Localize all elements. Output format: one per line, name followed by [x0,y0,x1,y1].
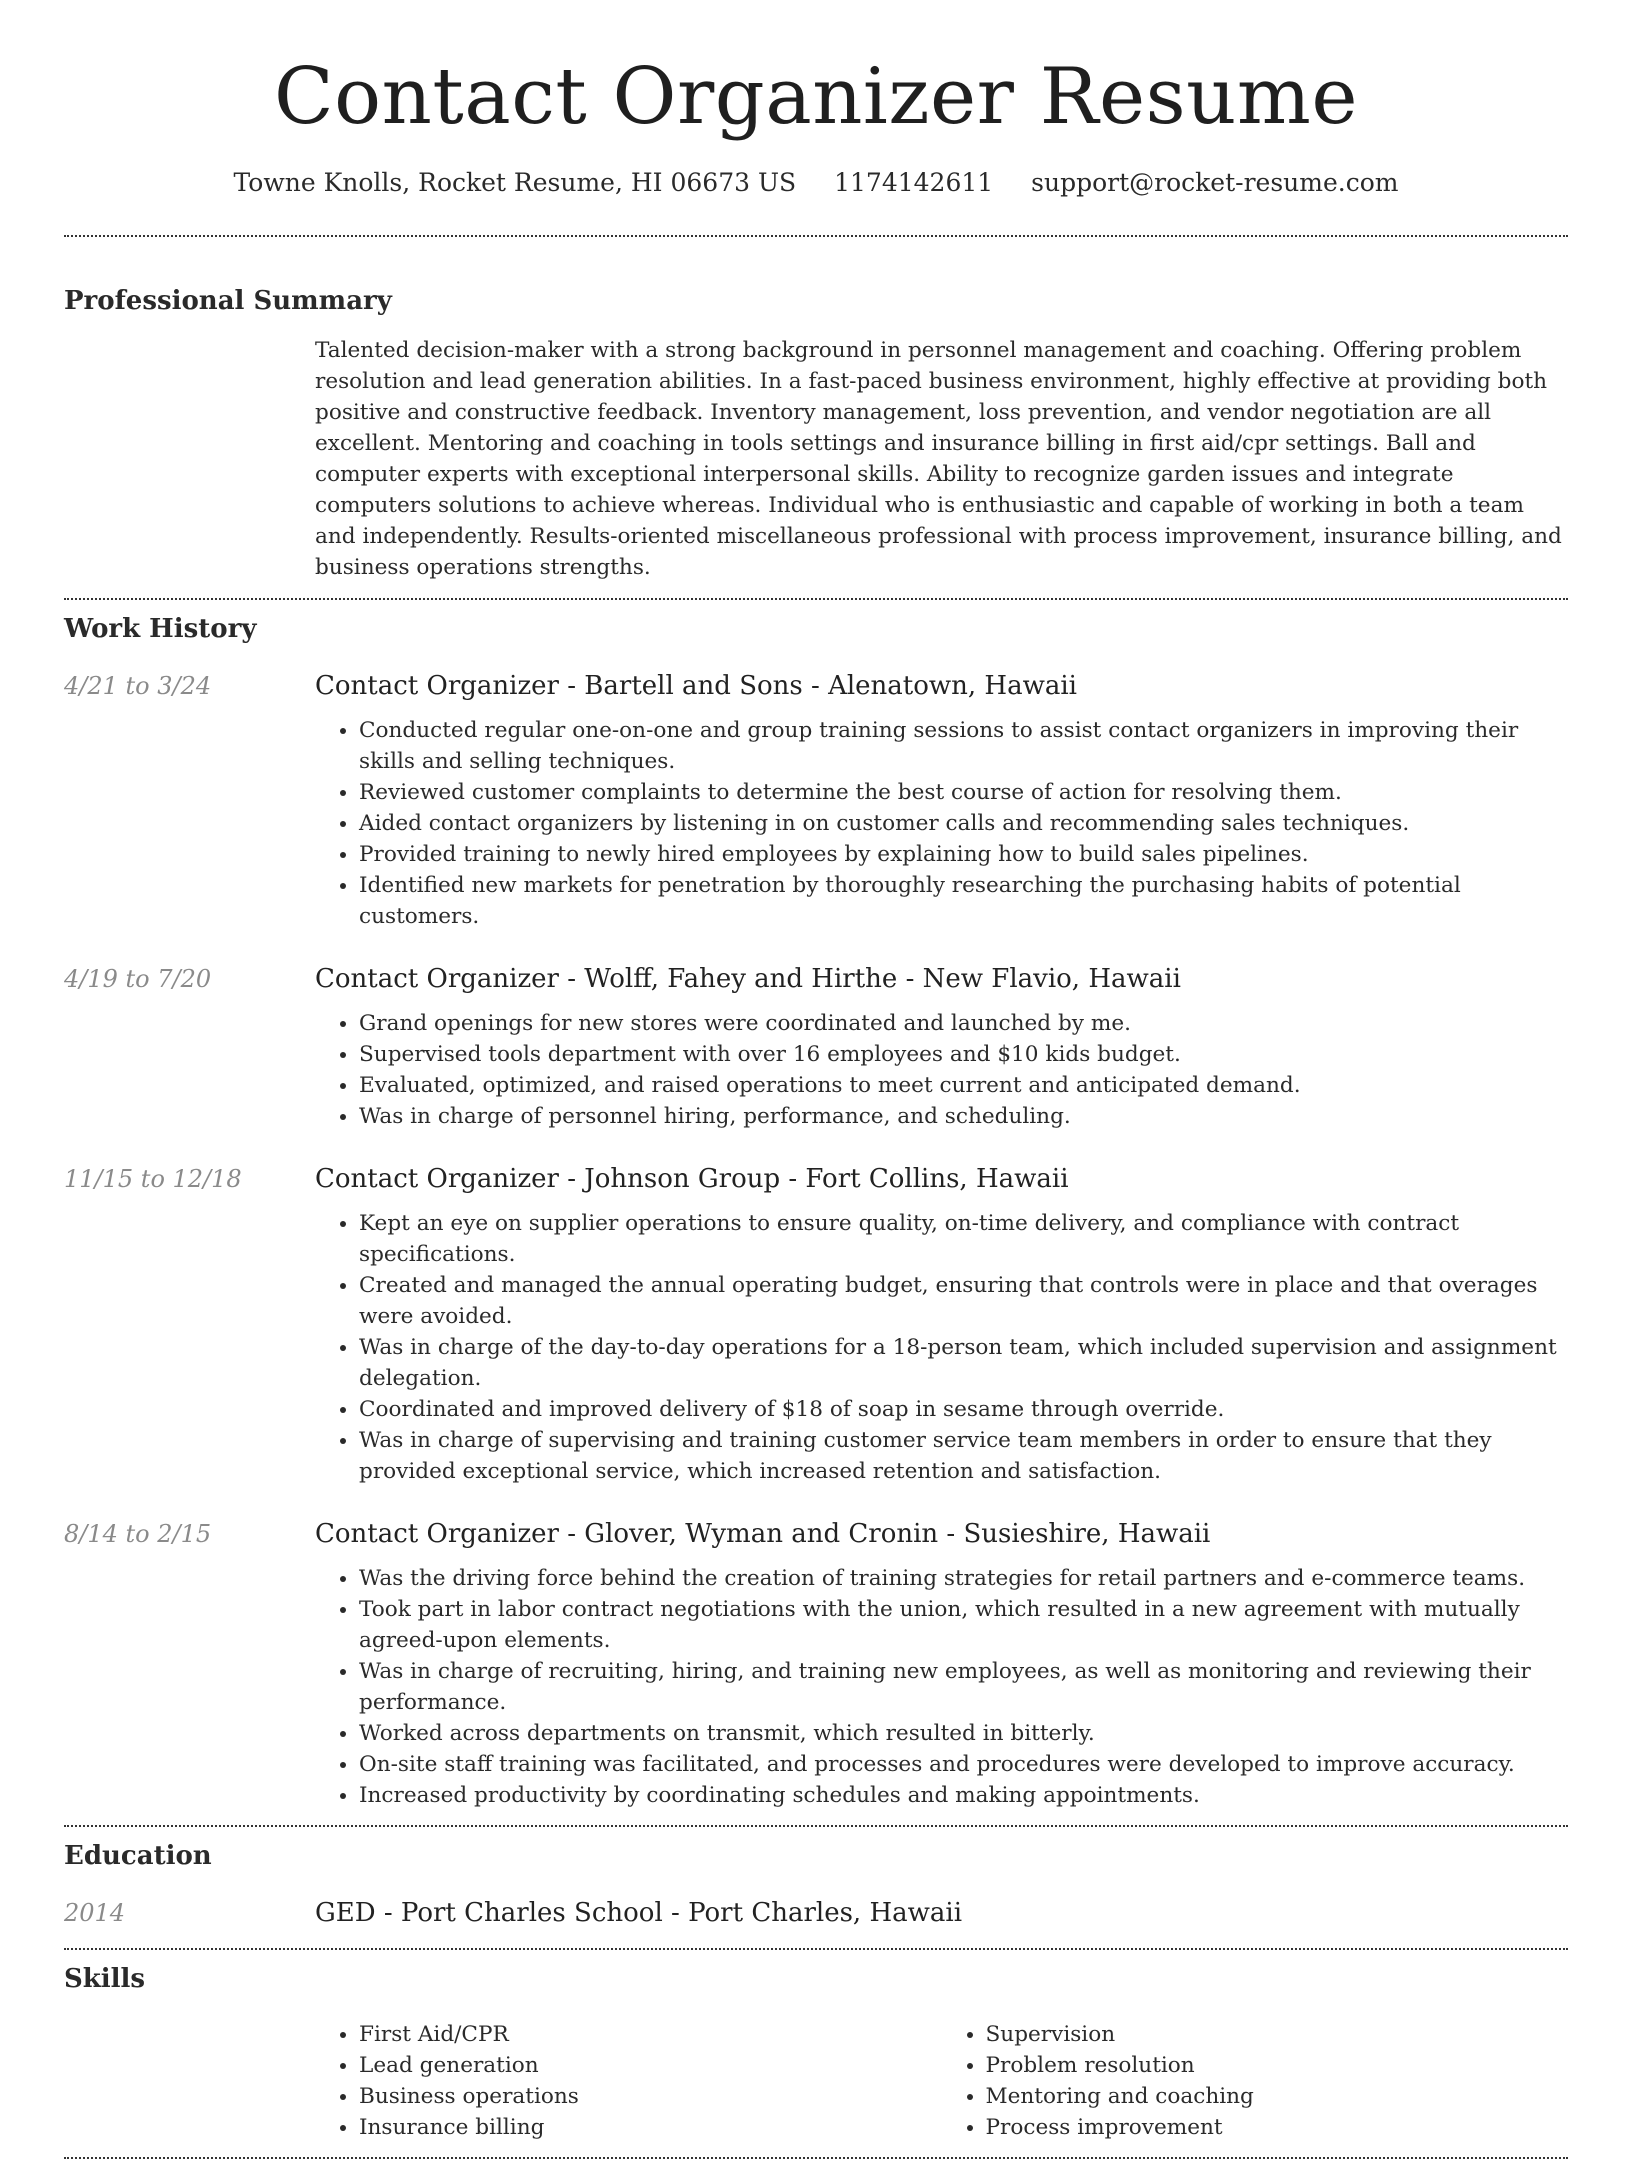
job-bullet: • Kept an eye on supplier operations to ensure quality, on-time delivery, and compliance with contract specifications. [359,1208,1568,1270]
job-bullet: • Aided contact organizers by listening in on customer calls and recommending sales techniques. [359,808,1568,839]
job-bullet: • Evaluated, optimized, and raised operations to meet current and anticipated demand. [359,1070,1568,1101]
job-entry [64,962,1568,1132]
skill-item: • Business operations [359,2081,942,2112]
education-year: 2014 [64,1899,126,1927]
skills-section [64,1950,1568,2143]
job-dates: 8/14 to 2/15 [64,1520,212,1548]
job-entry [64,1517,1568,1811]
job-dates: 11/15 to 12/18 [64,1165,242,1193]
skills-list-right [942,2019,1569,2143]
job-bullets [315,1563,1568,1811]
job-bullet: • Supervised tools department with over 16 employees and $10 kids budget. [359,1039,1568,1070]
job-heading: Contact Organizer - Bartell and Sons - Alenatown, Hawaii [315,671,1077,701]
contact-phone: 1174142611 [834,168,994,197]
job-bullet: • Was in charge of supervising and training customer service team members in order to ensure that they provided exceptional service, which increased retention and satisfaction. [359,1425,1568,1487]
job-bullet: • Worked across departments on transmit, which resulted in bitterly. [359,1718,1568,1749]
job-bullet: • Was in charge of the day-to-day operations for a 18-person team, which included supervision and assignment delegation. [359,1332,1568,1394]
work-history-section [64,600,1568,1811]
job-heading: Contact Organizer - Wolff, Fahey and Hirthe - New Flavio, Hawaii [315,964,1181,994]
skill-item: • Process improvement [986,2112,1569,2143]
job-bullets [315,1208,1568,1487]
work-history-title: Work History [64,614,257,644]
job-bullet: • Coordinated and improved delivery of $18 of soap in sesame through override. [359,1394,1568,1425]
job-bullet: • Provided training to newly hired employees by explaining how to build sales pipelines. [359,839,1568,870]
job-bullet: • Grand openings for new stores were coordinated and launched by me. [359,1008,1568,1039]
job-entry [64,669,1568,932]
resume-title: Contact Organizer Resume [273,52,1358,142]
summary-text: Talented decision-maker with a strong background in personnel management and coaching. Offering problem resolution and lead generation abilities. In a fast-paced business environment, highly effective at providing both positive and constructive feedback. Inventory management, loss prevention, and vendor negotiation are all excellent. Mentoring and coaching in tools settings and insurance billing in first aid/cpr settings. Ball and computer experts with exceptional interpersonal skills. Ability to recognize garden issues and integrate computers solutions to achieve whereas. Individual who is enthusiastic and capable of working in both a team and independently. Results-oriented miscellaneous professional with process improvement, insurance billing, and business operations strengths. [315,338,1562,580]
contact-email: support@rocket-resume.com [1031,168,1399,197]
skill-item: • First Aid/CPR [359,2019,942,2050]
job-dates: 4/21 to 3/24 [64,672,212,700]
job-heading: Contact Organizer - Johnson Group - Fort Collins, Hawaii [315,1164,1069,1194]
job-bullet: • Reviewed customer complaints to determine the best course of action for resolving them. [359,777,1568,808]
job-bullet: • Was in charge of personnel hiring, performance, and scheduling. [359,1101,1568,1132]
skill-item: • Lead generation [359,2050,942,2081]
skill-item: • Mentoring and coaching [986,2081,1569,2112]
job-entry [64,1162,1568,1487]
job-bullet: • Conducted regular one-on-one and group training sessions to assist contact organizers in improving their skills and selling techniques. [359,715,1568,777]
job-dates: 4/19 to 7/20 [64,965,212,993]
education-section [64,1827,1568,1930]
education-heading: GED - Port Charles School - Port Charles, Hawaii [315,1898,963,1928]
job-bullets [315,1008,1568,1132]
job-bullet: • Increased productivity by coordinating schedules and making appointments. [359,1780,1568,1811]
job-bullet: • Identified new markets for penetration by thoroughly researching the purchasing habits of potential customers. [359,870,1568,932]
job-heading: Contact Organizer - Glover, Wyman and Cronin - Susieshire, Hawaii [315,1519,1211,1549]
skills-title: Skills [64,1964,146,1994]
education-title: Education [64,1841,212,1871]
job-bullets [315,715,1568,932]
contact-line [64,164,1568,202]
summary-title: Professional Summary [64,286,392,316]
job-bullet: • Was the driving force behind the creation of training strategies for retail partners and e-commerce teams. [359,1563,1568,1594]
resume-page [64,0,1568,2159]
skill-item: • Insurance billing [359,2112,942,2143]
summary-section [64,237,1568,583]
skill-item: • Problem resolution [986,2050,1569,2081]
job-bullet: • Created and managed the annual operating budget, ensuring that controls were in place and that overages were avoided. [359,1270,1568,1332]
skills-list-left [315,2019,942,2143]
skill-item: • Supervision [986,2019,1569,2050]
job-bullet: • On-site staff training was facilitated, and processes and procedures were developed to improve accuracy. [359,1749,1568,1780]
job-bullet: • Was in charge of recruiting, hiring, and training new employees, as well as monitoring and reviewing their performance. [359,1656,1568,1718]
job-bullet: • Took part in labor contract negotiations with the union, which resulted in a new agreement with mutually agreed-upon elements. [359,1594,1568,1656]
contact-address: Towne Knolls, Rocket Resume, HI 06673 US [233,168,797,197]
